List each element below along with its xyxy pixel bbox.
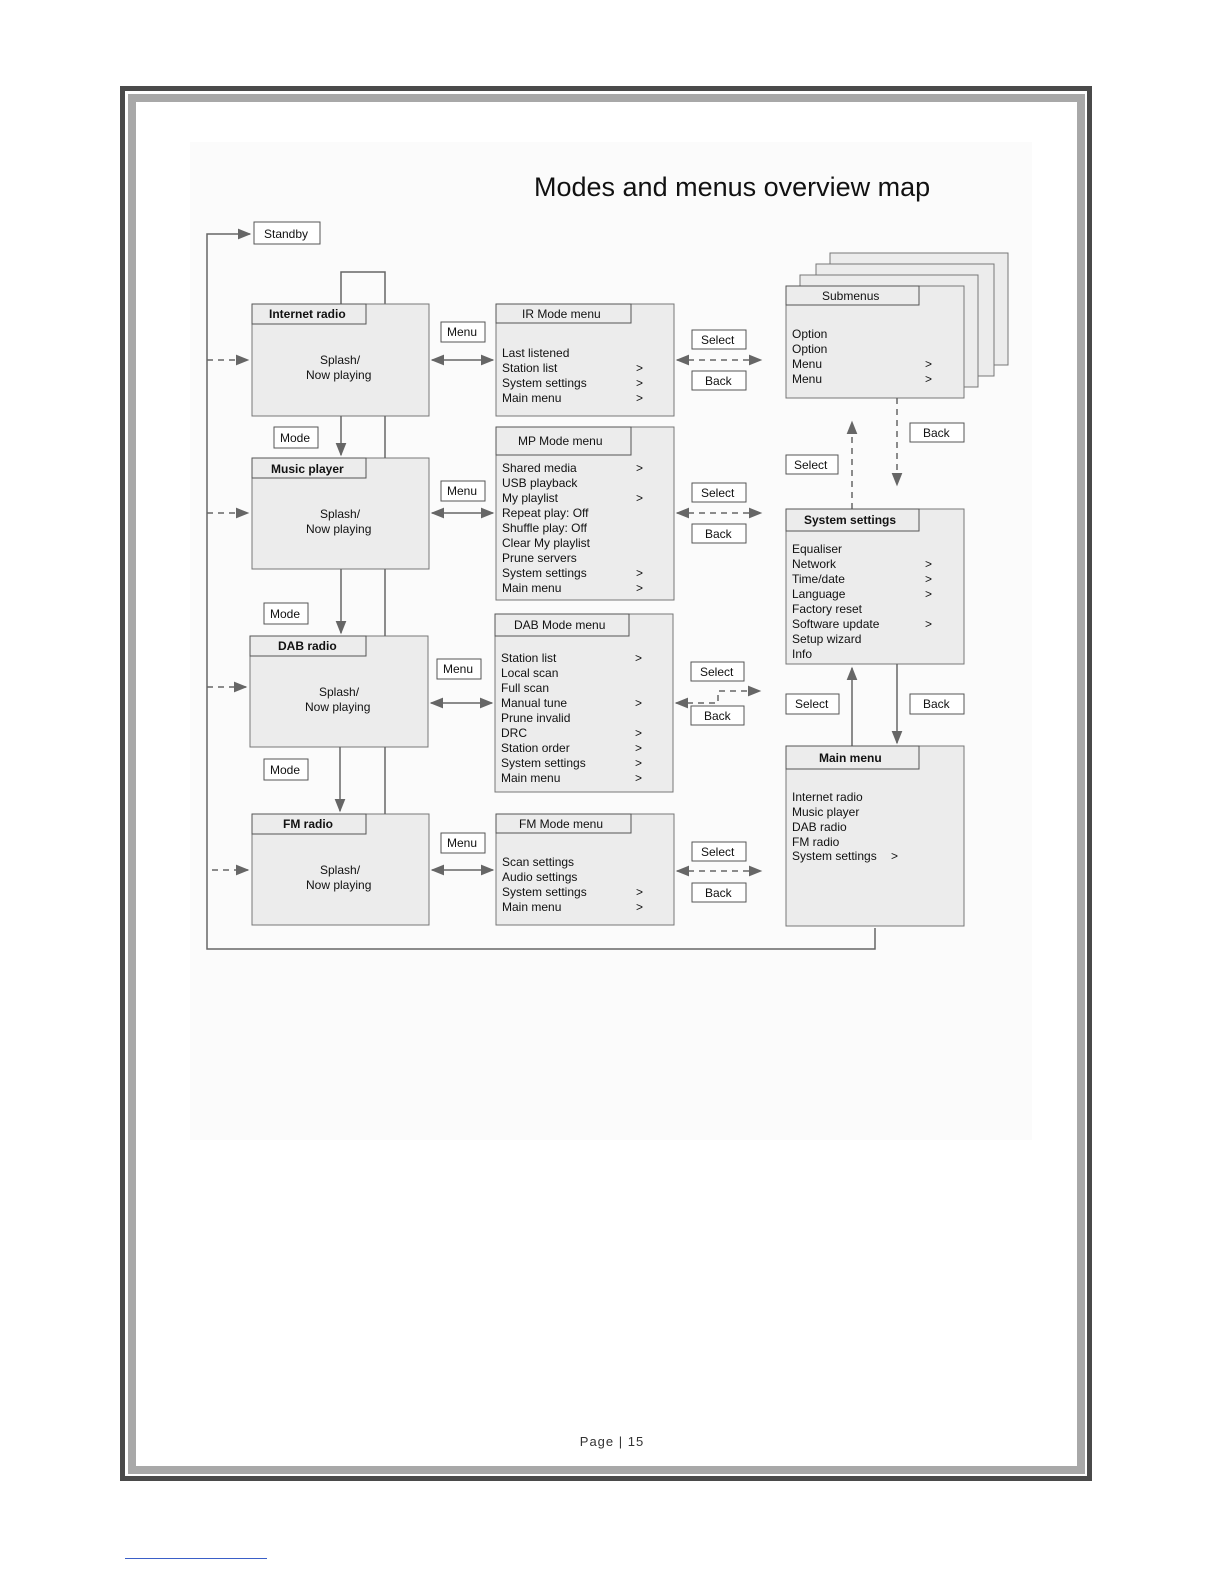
svg-text:Time/date: Time/date <box>792 572 845 586</box>
svg-text:Audio settings: Audio settings <box>502 870 578 884</box>
svg-text:>: > <box>925 572 933 586</box>
svg-text:Local scan: Local scan <box>501 666 559 680</box>
select-back-arrow-dab <box>676 691 760 703</box>
svg-text:Setup wizard: Setup wizard <box>792 632 862 646</box>
svg-text:Software update: Software update <box>792 617 880 631</box>
svg-text:FM radio: FM radio <box>792 835 840 849</box>
svg-text:>: > <box>925 372 933 386</box>
standby-label: Standby <box>264 227 309 241</box>
svg-text:Main menu: Main menu <box>501 771 561 785</box>
mode-line2: Now playing <box>306 522 372 536</box>
svg-text:My playlist: My playlist <box>502 491 559 505</box>
back-button-mp[interactable] <box>692 524 746 543</box>
svg-text:>: > <box>636 376 644 390</box>
back-button-dab[interactable] <box>691 706 744 725</box>
mode-line2: Now playing <box>306 368 372 382</box>
back-button-fm[interactable] <box>692 883 746 902</box>
svg-text:>: > <box>635 696 643 710</box>
select-button-mp[interactable] <box>692 483 746 502</box>
main-menu-box <box>786 746 964 926</box>
svg-text:Menu: Menu <box>443 662 474 676</box>
svg-text:Prune servers: Prune servers <box>502 551 577 565</box>
svg-text:>: > <box>891 849 899 863</box>
mode-menu-dab <box>495 614 673 792</box>
svg-text:>: > <box>635 651 643 665</box>
mode-line1: Splash/ <box>319 685 360 699</box>
svg-text:>: > <box>636 391 644 405</box>
menu-title: IR Mode menu <box>522 307 601 321</box>
svg-text:System settings: System settings <box>502 885 587 899</box>
svg-text:System settings: System settings <box>502 566 587 580</box>
svg-text:Mode: Mode <box>270 763 301 777</box>
mode-line1: Splash/ <box>320 353 361 367</box>
svg-text:Info: Info <box>792 647 813 661</box>
svg-text:USB playback: USB playback <box>502 476 578 490</box>
diagram-title: Modes and menus overview map <box>534 172 931 202</box>
svg-text:Station list: Station list <box>501 651 557 665</box>
select-button-main[interactable] <box>786 694 839 714</box>
mode-box-music-player <box>252 458 429 569</box>
svg-text:Option: Option <box>792 327 828 341</box>
system-settings-box <box>786 509 964 664</box>
svg-text:>: > <box>636 885 644 899</box>
svg-text:Station order: Station order <box>501 741 570 755</box>
mode-button-1[interactable] <box>274 427 318 448</box>
svg-text:Factory reset: Factory reset <box>792 602 863 616</box>
mode-button-3[interactable] <box>264 759 308 780</box>
svg-text:>: > <box>636 361 644 375</box>
svg-text:>: > <box>636 900 644 914</box>
mode-title: FM radio <box>283 817 333 831</box>
main-menu-title: Main menu <box>819 751 882 765</box>
svg-text:Select: Select <box>701 486 735 500</box>
menu-title: DAB Mode menu <box>514 618 606 632</box>
menu-title: FM Mode menu <box>519 817 604 831</box>
svg-text:Menu: Menu <box>792 357 823 371</box>
submenus-stack <box>786 253 1008 398</box>
page-number: Page | 15 <box>579 1434 645 1449</box>
svg-text:DAB radio: DAB radio <box>792 820 847 834</box>
svg-text:Station list: Station list <box>502 361 558 375</box>
svg-text:Option: Option <box>792 342 828 356</box>
svg-text:Mode: Mode <box>270 607 301 621</box>
svg-text:>: > <box>925 587 933 601</box>
svg-text:>: > <box>925 617 933 631</box>
svg-text:Back: Back <box>923 697 950 711</box>
menu-button-fm[interactable] <box>441 833 485 853</box>
svg-text:>: > <box>925 557 933 571</box>
back-button-ir[interactable] <box>692 371 746 390</box>
svg-text:DRC: DRC <box>501 726 527 740</box>
svg-text:System settings: System settings <box>792 849 877 863</box>
svg-text:Manual tune: Manual tune <box>501 696 568 710</box>
mode-box-fm-radio <box>252 814 429 925</box>
svg-text:Language: Language <box>792 587 846 601</box>
svg-text:>: > <box>636 491 644 505</box>
svg-text:>: > <box>635 726 643 740</box>
svg-text:>: > <box>925 357 933 371</box>
svg-text:Equaliser: Equaliser <box>792 542 843 556</box>
mode-line2: Now playing <box>306 878 372 892</box>
svg-text:Select: Select <box>794 458 828 472</box>
svg-text:Menu: Menu <box>792 372 823 386</box>
svg-text:Main menu: Main menu <box>502 900 562 914</box>
menu-button-mp[interactable] <box>441 481 485 501</box>
mode-title: Internet radio <box>269 307 346 321</box>
svg-text:Shared media: Shared media <box>502 461 577 475</box>
svg-text:Full scan: Full scan <box>501 681 550 695</box>
mode-box-internet-radio <box>252 304 429 416</box>
mode-line1: Splash/ <box>320 863 361 877</box>
svg-text:Menu: Menu <box>447 484 478 498</box>
svg-text:>: > <box>635 756 643 770</box>
back-button-submenus[interactable] <box>910 423 964 442</box>
svg-text:Back: Back <box>705 374 732 388</box>
select-button-submenus[interactable] <box>786 455 838 474</box>
submenus-title: Submenus <box>822 289 880 303</box>
mode-menu-mp <box>496 427 674 600</box>
menu-title: MP Mode menu <box>518 434 603 448</box>
mode-menu-fm <box>496 814 674 925</box>
svg-text:Select: Select <box>701 845 735 859</box>
select-button-dab[interactable] <box>691 662 744 681</box>
back-button-main[interactable] <box>910 694 964 714</box>
mode-title: DAB radio <box>278 639 337 653</box>
svg-text:Internet radio: Internet radio <box>792 790 863 804</box>
select-button-fm[interactable] <box>692 842 746 861</box>
menu-button-dab[interactable] <box>437 659 481 679</box>
svg-text:Menu: Menu <box>447 325 478 339</box>
mode-box-dab-radio <box>250 636 428 747</box>
svg-text:System settings: System settings <box>502 376 587 390</box>
svg-text:Select: Select <box>795 697 829 711</box>
menu-button-ir[interactable] <box>441 322 485 342</box>
svg-text:Select: Select <box>700 665 734 679</box>
svg-text:Select: Select <box>701 333 735 347</box>
svg-text:>: > <box>636 461 644 475</box>
footnote-rule <box>125 1558 267 1559</box>
svg-text:>: > <box>635 771 643 785</box>
svg-text:Music player: Music player <box>792 805 860 819</box>
select-button-ir[interactable] <box>692 330 746 349</box>
svg-text:Prune invalid: Prune invalid <box>501 711 571 725</box>
svg-text:>: > <box>635 741 643 755</box>
mode-line1: Splash/ <box>320 507 361 521</box>
ir-loop-line <box>341 272 385 304</box>
svg-text:Mode: Mode <box>280 431 311 445</box>
svg-text:>: > <box>636 581 644 595</box>
svg-text:Clear My playlist: Clear My playlist <box>502 536 591 550</box>
svg-text:Back: Back <box>923 426 950 440</box>
svg-text:Network: Network <box>792 557 837 571</box>
svg-text:Menu: Menu <box>447 836 478 850</box>
svg-text:Repeat play: Off: Repeat play: Off <box>502 506 589 520</box>
system-settings-title: System settings <box>804 513 897 527</box>
svg-text:Shuffle play: Off: Shuffle play: Off <box>502 521 587 535</box>
svg-text:Back: Back <box>705 886 732 900</box>
svg-text:Scan settings: Scan settings <box>502 855 575 869</box>
svg-text:Main menu: Main menu <box>502 391 562 405</box>
svg-text:Back: Back <box>704 709 731 723</box>
svg-text:Back: Back <box>705 527 732 541</box>
mode-menu-ir <box>496 304 674 416</box>
svg-text:Last listened: Last listened <box>502 346 570 360</box>
svg-text:Main menu: Main menu <box>502 581 562 595</box>
mode-button-2[interactable] <box>264 603 308 624</box>
mode-line2: Now playing <box>305 700 371 714</box>
svg-text:>: > <box>636 566 644 580</box>
mode-title: Music player <box>271 462 344 476</box>
svg-text:System settings: System settings <box>501 756 586 770</box>
